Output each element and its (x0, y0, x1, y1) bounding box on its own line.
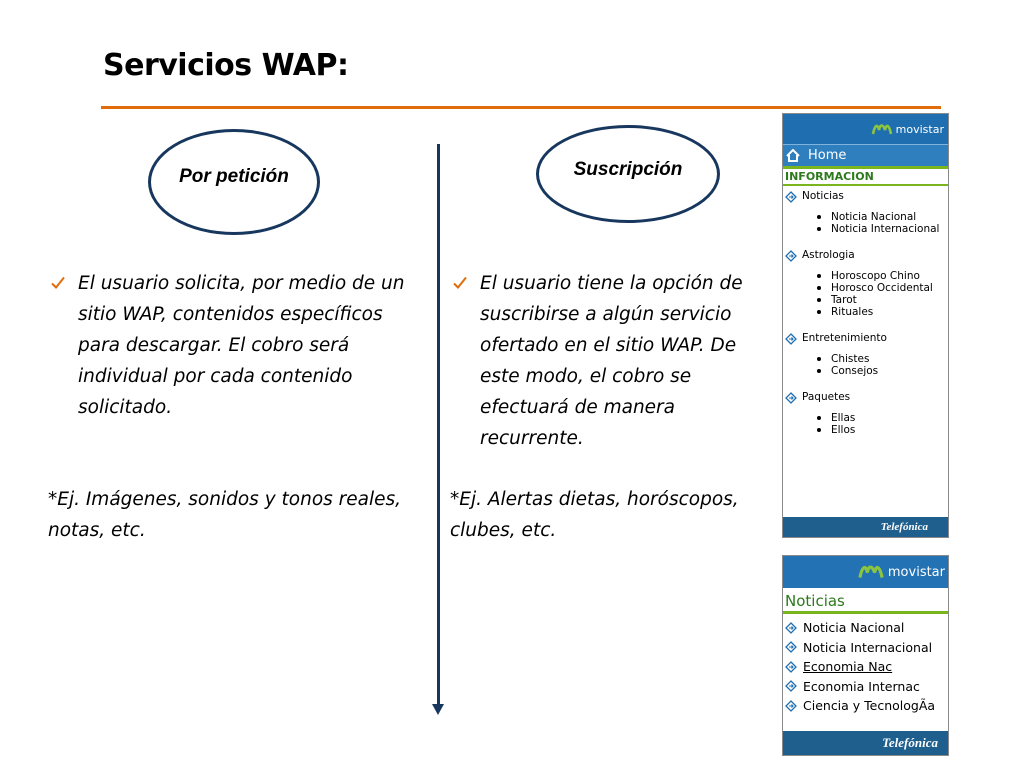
bullet-dot-icon (817, 357, 821, 361)
checkmark-icon (48, 268, 78, 423)
subcategory-list (783, 412, 948, 436)
category-link[interactable] (783, 391, 948, 404)
example-left: *Ej. Imágenes, sonidos y tonos reales, notas, etc. (48, 489, 402, 541)
brand-name: movistar (895, 122, 944, 136)
subcategory-link[interactable] (817, 294, 948, 306)
section-title: INFORMACION (785, 170, 874, 183)
news-link-label: Noticia Nacional (803, 620, 905, 635)
subcategory-link[interactable] (817, 270, 948, 282)
home-label: Home (808, 148, 847, 163)
bullet-right (450, 268, 770, 454)
movistar-icon (871, 123, 893, 136)
checkmark-icon (450, 268, 480, 454)
subcategory-link[interactable] (817, 365, 948, 377)
news-link-label: Economia Internac (803, 678, 920, 694)
category-link[interactable] (783, 249, 948, 262)
subcategory-label: Ellas (831, 412, 856, 424)
section-title: Noticias (783, 588, 948, 614)
subcategory-link[interactable] (817, 412, 948, 424)
movistar-logo (871, 123, 944, 136)
arrow-diamond-icon (785, 680, 797, 692)
telefonica-footer: Telefónica (783, 731, 948, 755)
category-label: Noticias (802, 190, 844, 202)
news-link[interactable] (783, 618, 948, 638)
subcategory-link[interactable] (817, 306, 948, 318)
news-link-label: Ciencia y TecnologÃa (803, 698, 936, 713)
subcategory-link[interactable] (817, 353, 948, 365)
arrow-diamond-icon (785, 250, 797, 262)
news-link[interactable] (783, 696, 948, 716)
bullet-dot-icon (817, 215, 821, 219)
subcategory-list (783, 270, 948, 318)
column-divider (437, 144, 440, 709)
wap-screen-informacion (782, 113, 949, 538)
oval-suscripcion (536, 125, 720, 223)
home-icon (786, 149, 800, 162)
bullet-dot-icon (817, 310, 821, 314)
bullet-dot-icon (817, 286, 821, 290)
bullet-text-right: El usuario tiene la opción de suscribirse a algún servicio ofertado en el sitio WAP. De este modo, el cobro se efectuará de manera recurrente. (480, 273, 743, 449)
news-link[interactable] (783, 657, 948, 677)
movistar-logo (857, 564, 945, 580)
slide-title: Servicios WAP: (103, 48, 349, 83)
wap-brand-bar (783, 114, 948, 144)
wap-brand-bar (783, 556, 948, 588)
subcategory-label: Ellos (831, 424, 856, 436)
category-link[interactable] (783, 190, 948, 203)
title-underline (101, 106, 941, 109)
category-menu (783, 186, 948, 436)
subcategory-link[interactable] (817, 424, 948, 436)
brand-name: movistar (887, 564, 945, 580)
oval-label-left: Por petición (179, 166, 289, 187)
subcategory-label: Chistes (831, 353, 870, 365)
subcategory-link[interactable] (817, 282, 948, 294)
news-link[interactable] (783, 677, 948, 697)
subcategory-link[interactable] (817, 211, 948, 223)
oval-por-peticion (148, 129, 320, 235)
subcategory-label: Tarot (831, 294, 857, 306)
bullet-text-left: El usuario solicita, por medio de un sitio WAP, contenidos específicos para descargar. El cobro será individual por cada contenido solicitado. (78, 273, 405, 418)
subcategory-label: Noticia Internacional (831, 223, 940, 235)
bullet-dot-icon (817, 274, 821, 278)
subcategory-label: Consejos (831, 365, 879, 377)
arrow-diamond-icon (785, 622, 797, 634)
arrow-diamond-icon (785, 333, 797, 345)
oval-label-right: Suscripción (573, 159, 683, 180)
wap-screen-noticias (782, 555, 949, 756)
subcategory-label: Horosco Occidental (831, 282, 933, 294)
category-label: Paquetes (802, 391, 851, 403)
bullet-dot-icon (817, 428, 821, 432)
news-link-label: Noticia Internacional (803, 639, 933, 655)
telefonica-footer: Telefónica (783, 517, 948, 537)
arrow-diamond-icon (785, 191, 797, 203)
bullet-left (48, 268, 418, 423)
arrow-diamond-icon (785, 392, 797, 404)
subcategory-label: Horoscopo Chino (831, 270, 920, 282)
news-menu (783, 614, 948, 716)
subcategory-label: Rituales (831, 306, 874, 318)
category-label: Astrologia (802, 249, 855, 261)
bullet-dot-icon (817, 369, 821, 373)
bullet-dot-icon (817, 227, 821, 231)
bullet-dot-icon (817, 298, 821, 302)
bullet-dot-icon (817, 416, 821, 420)
news-link[interactable] (783, 638, 948, 658)
movistar-icon (857, 564, 885, 580)
arrow-diamond-icon (785, 641, 797, 653)
example-right: *Ej. Alertas dietas, horóscopos, clubes, etc. (450, 489, 739, 541)
subcategory-link[interactable] (817, 223, 948, 235)
category-link[interactable] (783, 332, 948, 345)
home-link[interactable] (783, 144, 948, 166)
subcategory-list (783, 211, 948, 235)
arrow-diamond-icon (785, 661, 797, 673)
subcategory-label: Noticia Nacional (831, 211, 917, 223)
category-label: Entretenimiento (802, 332, 887, 344)
arrow-down-icon (432, 704, 444, 715)
news-link-label: Economia Nac (803, 659, 893, 674)
subcategory-list (783, 353, 948, 377)
arrow-diamond-icon (785, 700, 797, 712)
